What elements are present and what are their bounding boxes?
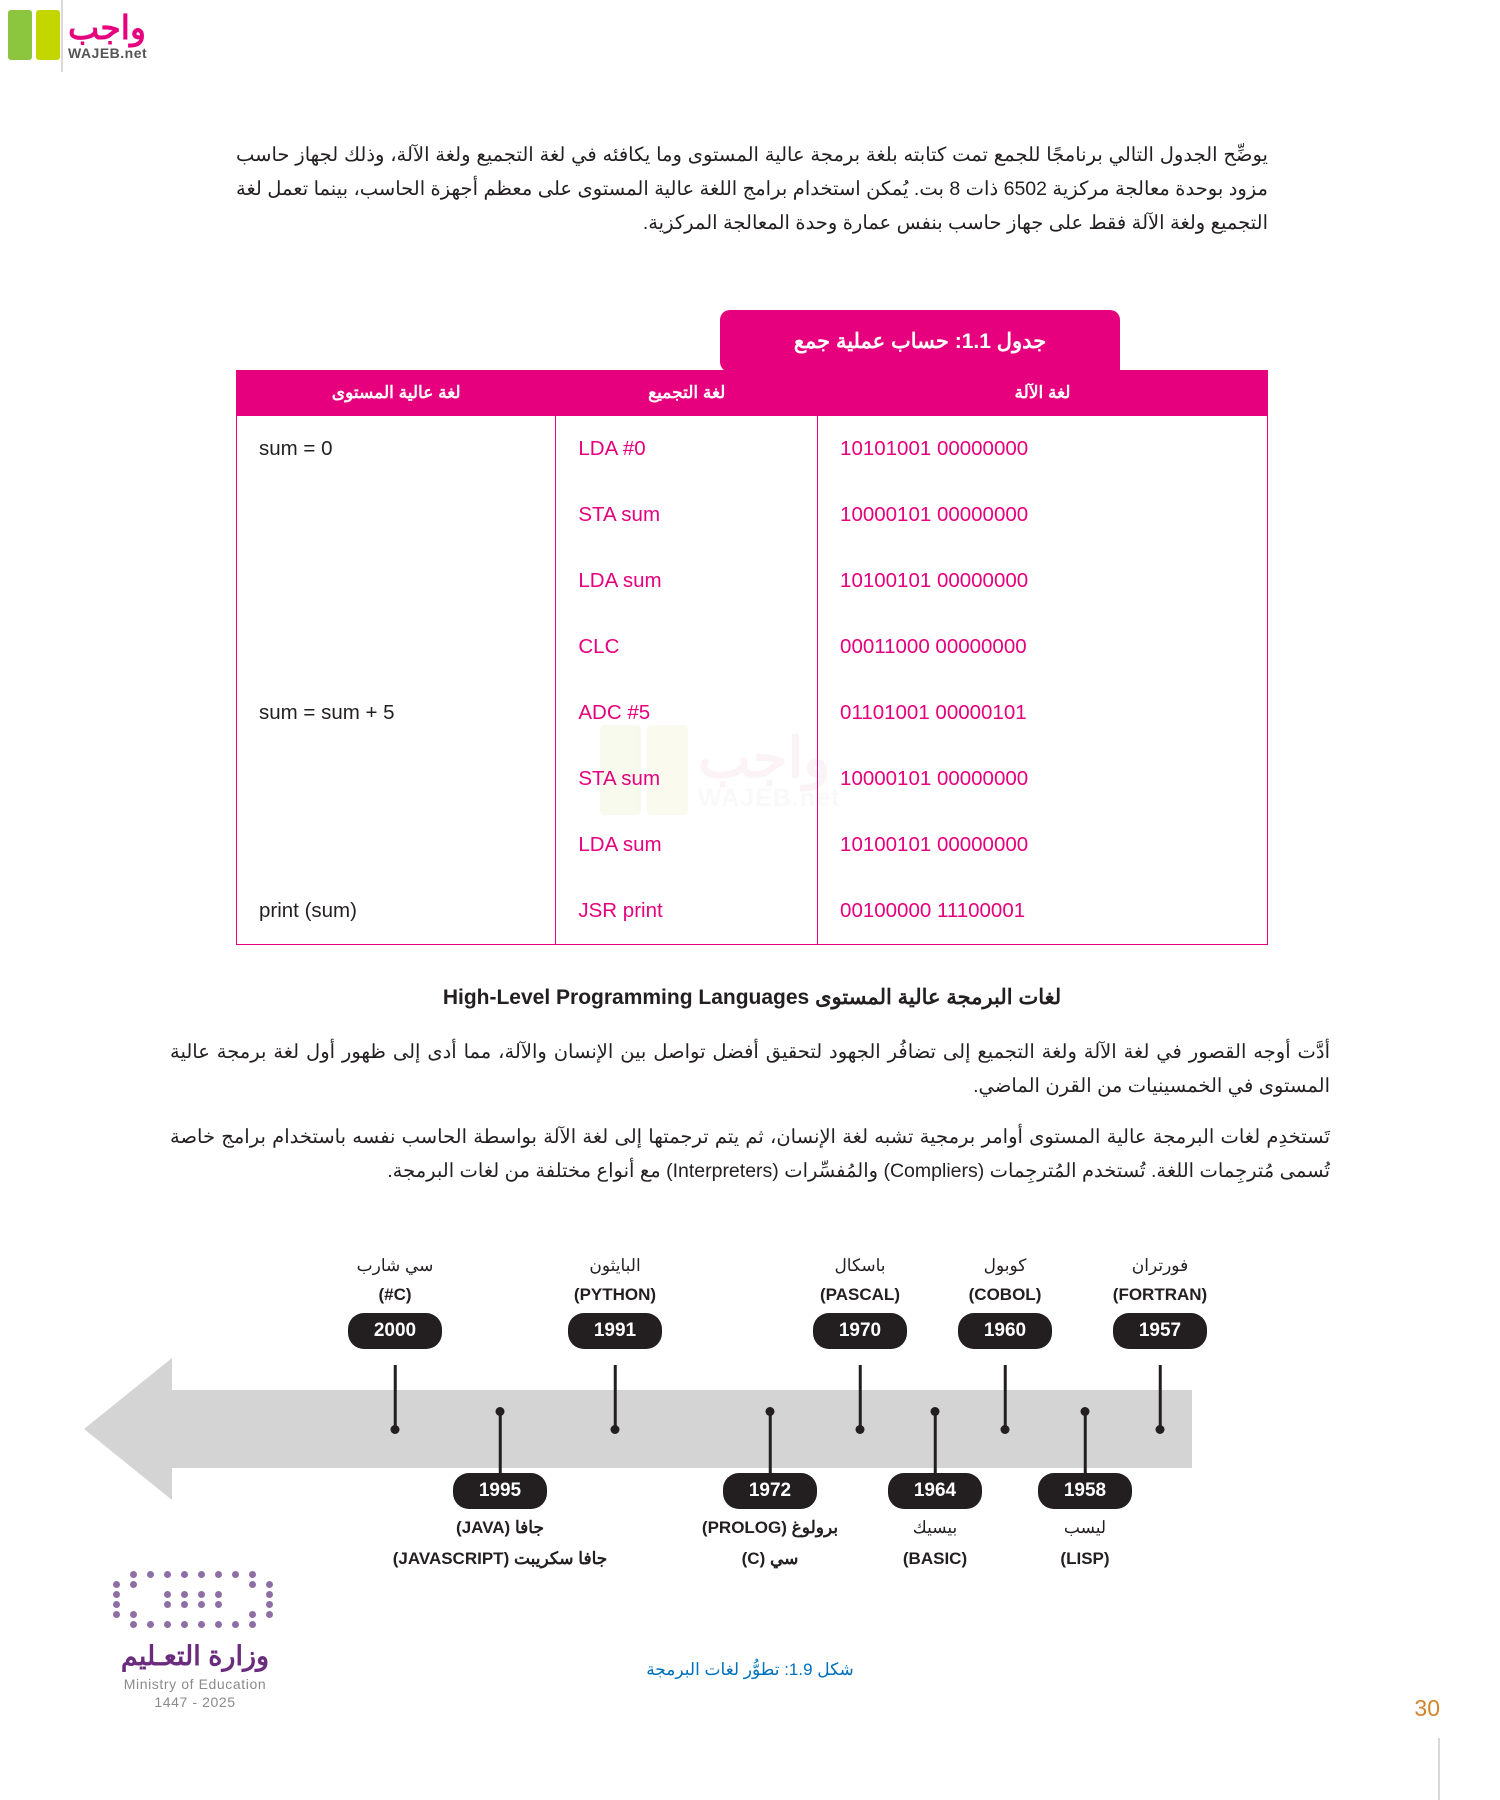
book-icon [8, 10, 60, 60]
cell-machine: 10000101 00000000 [818, 482, 1268, 548]
cell-machine: 00100000 11100001 [818, 878, 1268, 945]
cell-machine: 10000101 00000000 [818, 746, 1268, 812]
cell-high-level: print (sum) [237, 878, 556, 945]
page-number: 30 [1414, 1695, 1440, 1721]
timeline-label-java: جافا (JAVA) [456, 1518, 544, 1537]
cell-machine: 00011000 00000000 [818, 614, 1268, 680]
cell-assembly: LDA sum [556, 812, 818, 878]
table-row [237, 416, 1268, 483]
timeline-label-fortran-ar: فورتران [1131, 1256, 1189, 1275]
timeline-dot [856, 1425, 865, 1434]
timeline-label-lisp-ar: ليسب [1063, 1518, 1107, 1537]
timeline-dot [611, 1425, 620, 1434]
timeline-stem [394, 1365, 397, 1430]
ministry-year: 2025 - 1447 [154, 1694, 236, 1710]
timeline-year-1995: 1995 [453, 1473, 547, 1509]
timeline-stem [934, 1413, 937, 1475]
timeline-dot [931, 1407, 940, 1416]
timeline-dot [1001, 1425, 1010, 1434]
timeline-label-csharp-en: (C#) [378, 1284, 412, 1304]
timeline-label-javascript: جافا سكريبت (JAVASCRIPT) [392, 1548, 608, 1568]
timeline-year-1970: 1970 [813, 1313, 907, 1349]
timeline-label-pascal-ar: باسكال [834, 1256, 886, 1275]
timeline-label-basic-en: (BASIC) [902, 1548, 968, 1568]
table-row [237, 680, 1268, 746]
timeline-year-1964: 1964 [888, 1473, 982, 1509]
timeline-label-cobol-en: (COBOL) [968, 1284, 1042, 1304]
ministry-dots-emblem [111, 1569, 279, 1631]
timeline-label-pascal-en: (PASCAL) [820, 1284, 900, 1304]
cell-machine: 10100101 00000000 [818, 548, 1268, 614]
timeline-year-1991: 1991 [568, 1313, 662, 1349]
timeline-dot [496, 1407, 505, 1416]
timeline-label-fortran-en: (FORTRAN) [1112, 1284, 1208, 1304]
addition-program-table [236, 370, 1268, 945]
programming-languages-timeline [170, 1255, 1330, 1665]
ministry-name-english: Ministry of Education [123, 1676, 267, 1692]
timeline-dot [1156, 1425, 1165, 1434]
timeline-dot [766, 1407, 775, 1416]
timeline-label-python-en: (PYTHON) [573, 1284, 657, 1304]
cell-assembly: LDA sum [556, 548, 818, 614]
page-edge-mark-bottom [1438, 1738, 1440, 1800]
watermark-arabic: واجب [698, 725, 831, 789]
cell-machine: 01101001 00000101 [818, 680, 1268, 746]
timeline-item-java [385, 1473, 615, 1571]
cell-machine: 10100101 00000000 [818, 812, 1268, 878]
timeline-year-1957: 1957 [1113, 1313, 1207, 1349]
timeline-year-2000: 2000 [348, 1313, 442, 1349]
timeline-label-csharp-ar: سي شارب [356, 1256, 434, 1275]
timeline-item-fortran [1045, 1255, 1275, 1349]
section-heading-high-level-languages: لغات البرمجة عالية المستوى High-Level Programming Languages [442, 986, 1062, 1009]
cell-assembly: CLC [556, 614, 818, 680]
timeline-stem [1004, 1365, 1007, 1430]
body-paragraph-3: تَستخدِم لغات البرمجة عالية المستوى أوامر برمجية تشبه لغة الإنسان، ثم يتم ترجمتها إلى لغة الآلة بواسطة الحاسب نفسه باستخدام برامج خاصة تُسمى مُترجِمات اللغة. تُستخدم المُترجِمات (Compliers) والمُفسِّرات (Interpreters) مع أنواع مختلفة من لغات البرمجة. [170, 1126, 1330, 1183]
wajeb-logo-latin: WAJEB.net [68, 44, 148, 61]
timeline-item-csharp [280, 1255, 510, 1349]
addition-program-table-wrapper [236, 370, 1268, 945]
cell-high-level: sum = sum + 5 [237, 680, 556, 746]
cell-high-level [237, 746, 556, 812]
timeline-dot [1081, 1407, 1090, 1416]
cell-machine: 10101001 00000000 [818, 416, 1268, 483]
timeline-item-python [500, 1255, 730, 1349]
table-row [237, 548, 1268, 614]
cell-high-level [237, 614, 556, 680]
cell-assembly: STA sum [556, 482, 818, 548]
timeline-year-1972: 1972 [723, 1473, 817, 1509]
body-paragraph-2: أدَّت أوجه القصور في لغة الآلة ولغة التجميع إلى تضافُر الجهود لتحقيق أفضل تواصل بين الإنسان والآلة، مما أدى إلى ظهور أول لغة برمجة عالية المستوى في الخمسينيات من القرن الماضي. [170, 1041, 1330, 1098]
timeline-label-c: سي (C) [741, 1548, 799, 1568]
cell-assembly: JSR print [556, 878, 818, 945]
timeline-label-basic-ar: بيسيك [912, 1518, 958, 1537]
timeline-arrow-body [170, 1390, 1192, 1468]
table-header-machine-language: لغة الآلة [818, 371, 1268, 416]
table-row [237, 878, 1268, 945]
cell-high-level [237, 482, 556, 548]
timeline-label-lisp-en: (LISP) [1060, 1548, 1110, 1568]
timeline-arrow-head [84, 1358, 172, 1500]
cell-high-level [237, 812, 556, 878]
timeline-stem [859, 1365, 862, 1430]
ministry-of-education-logo [80, 1569, 310, 1710]
timeline-item-lisp [970, 1473, 1200, 1571]
timeline-stem [769, 1413, 772, 1475]
wajeb-logo [8, 6, 198, 64]
timeline-label-python-ar: البايثون [589, 1256, 641, 1275]
timeline-dot [391, 1425, 400, 1434]
cell-assembly: LDA #0 [556, 416, 818, 483]
table-row [237, 812, 1268, 878]
cell-assembly: ADC #5 [556, 680, 818, 746]
table-header-high-level-language: لغة عالية المستوى [237, 371, 556, 416]
wajeb-logo-text [68, 8, 148, 61]
timeline-stem [499, 1413, 502, 1475]
table-row [237, 746, 1268, 812]
intro-paragraph: يوضِّح الجدول التالي برنامجًا للجمع تمت كتابته بلغة برمجة عالية المستوى وما يكافئه في لغة التجميع ولغة الآلة، وذلك لجهاز حاسب مزود بوحدة معالجة مركزية 6502 ذات 8 بت. يُمكن استخدام برامج اللغة عالية المستوى على معظم أجهزة الحاسب، بينما تعمل لغة التجميع ولغة الآلة فقط على جهاز حاسب بنفس عمارة وحدة المعالجة المركزية. [236, 144, 1269, 235]
ministry-name-arabic: وزارة التعـليم [120, 1641, 270, 1671]
timeline-year-1958: 1958 [1038, 1473, 1132, 1509]
table-header-assembly-language: لغة التجميع [556, 371, 818, 416]
table-row [237, 614, 1268, 680]
timeline-label-cobol-ar: كوبول [983, 1256, 1027, 1275]
figure-caption: شكل 1.9: تطوُّر لغات البرمجة [646, 1660, 854, 1679]
wajeb-logo-arabic: واجب [68, 8, 146, 46]
timeline-label-prolog: برولوغ (PROLOG) [701, 1518, 839, 1537]
cell-assembly: STA sum [556, 746, 818, 812]
table-header-row [237, 371, 1268, 416]
cell-high-level: sum = 0 [237, 416, 556, 483]
watermark-latin: WAJEB.net [698, 783, 841, 812]
timeline-year-1960: 1960 [958, 1313, 1052, 1349]
timeline-stem [1084, 1413, 1087, 1475]
timeline-stem [1159, 1365, 1162, 1430]
table-row [237, 482, 1268, 548]
timeline-stem [614, 1365, 617, 1430]
table-caption-badge: جدول 1.1: حساب عملية جمع [720, 310, 1120, 372]
cell-high-level [237, 548, 556, 614]
